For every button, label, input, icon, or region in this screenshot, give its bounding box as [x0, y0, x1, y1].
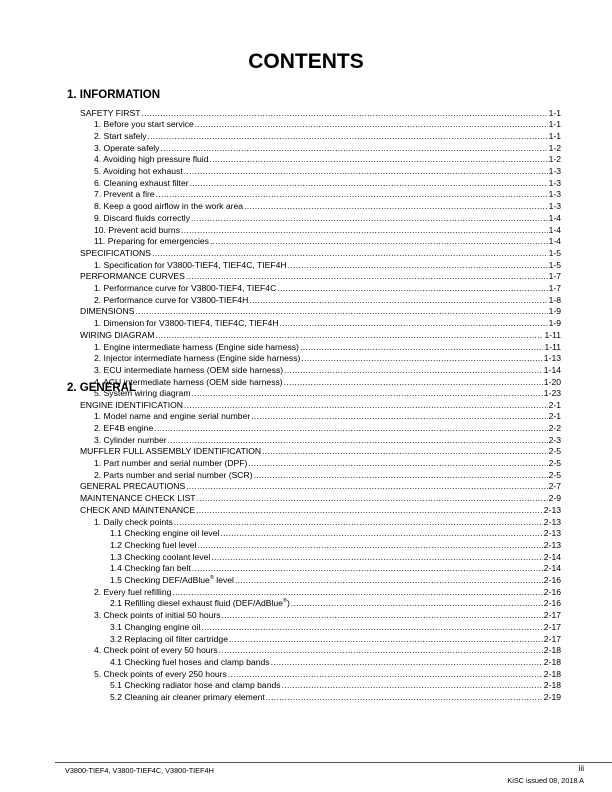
toc-page-number: 2-18: [543, 680, 561, 691]
toc-entry-label: [94, 423, 153, 435]
toc-entry-text: 5. System wiring diagram: [94, 388, 191, 399]
toc-entry-text: 1. Dimension for V3800-TIEF4, TIEF4C, TIEF4H: [94, 318, 279, 329]
toc-entry[interactable]: [80, 481, 561, 493]
footer-divider: [55, 762, 612, 763]
toc-entry[interactable]: [94, 470, 561, 482]
toc-entry-label: [94, 236, 209, 248]
dot-leader: [135, 306, 547, 318]
toc-entry-label: [94, 213, 190, 225]
toc-entry-label: [94, 295, 248, 307]
toc-entry[interactable]: [80, 446, 561, 458]
toc-page-number: 1-7: [548, 271, 561, 282]
toc-entry-label: [94, 225, 180, 237]
toc-entry-label: [94, 517, 173, 529]
toc-entry-label: [94, 645, 218, 657]
toc-entry[interactable]: [94, 365, 561, 377]
toc-page-number: 1-5: [548, 259, 561, 270]
dot-leader: [186, 271, 548, 283]
toc-page-number: 2-1: [548, 399, 561, 410]
toc-entry[interactable]: [94, 260, 561, 272]
toc-page-number: 2-17: [543, 610, 561, 621]
toc-page-number: 2-1: [548, 411, 561, 422]
toc-page-number: 1-2: [548, 142, 561, 153]
toc-entry-text: 7. Prevent a fire: [94, 189, 155, 200]
toc-page-number: 1-3: [548, 177, 561, 188]
toc-entry[interactable]: [94, 423, 561, 435]
toc-entry-text: 1. Engine intermediate harness (Engine side harness): [94, 341, 299, 352]
toc-entry-label: [80, 271, 185, 283]
toc-page-number: 1-1: [548, 119, 561, 130]
toc-entry[interactable]: [94, 225, 561, 237]
toc-entry[interactable]: [110, 575, 561, 587]
toc-entry[interactable]: [94, 154, 561, 166]
dot-leader: [197, 493, 548, 505]
dot-leader: [160, 143, 547, 155]
toc-entry-label: [80, 248, 151, 260]
footer-page-number: iii: [578, 764, 584, 773]
toc-page-number: 2-16: [543, 575, 561, 585]
toc-entry[interactable]: [80, 248, 561, 260]
dot-leader: [210, 236, 548, 248]
dot-leader: [251, 411, 547, 423]
toc-entry[interactable]: [94, 458, 561, 470]
toc-entry-text: DIMENSIONS: [80, 306, 135, 317]
toc-entry-text: WIRING DIAGRAM: [80, 329, 155, 340]
toc-entry-label: [110, 552, 210, 564]
toc-entry[interactable]: [94, 587, 561, 599]
dot-leader: [229, 634, 543, 646]
toc-entry-text: 2.1 Refilling diesel exhaust fluid (DEF/AdBlue: [110, 598, 283, 609]
dot-leader: [184, 166, 548, 178]
toc-entry[interactable]: [94, 143, 561, 155]
toc-entry-text: 3.1 Changing engine oil: [110, 621, 201, 632]
toc-entry-text: 2. Parts number and serial number (SCR): [94, 469, 253, 480]
toc-entry-text: 1. Model name and engine serial number: [94, 411, 251, 422]
dot-leader: [220, 528, 542, 540]
toc-entry-label: [94, 166, 183, 178]
toc-entry-text: 3.2 Replacing oil filter cartridge: [110, 633, 228, 644]
dot-leader: [190, 178, 548, 190]
dot-leader: [156, 189, 548, 201]
toc-page-number: 2-19: [543, 692, 561, 702]
dot-leader: [282, 680, 543, 692]
toc-entry-label: [94, 131, 147, 143]
toc-entry-text: 4. Avoiding high pressure fluid: [94, 154, 209, 165]
toc-entry-text: SAFETY FIRST: [80, 107, 141, 118]
toc-entry-text: 1. Part number and serial number (DPF): [94, 458, 248, 468]
toc-entry-label: [80, 446, 261, 458]
toc-entry-label: [80, 493, 196, 505]
toc-page-number: 1-9: [548, 318, 561, 329]
toc-entry[interactable]: [80, 271, 561, 283]
toc-page-number: 1-5: [548, 247, 561, 258]
toc-entry-text: SPECIFICATIONS: [80, 247, 151, 258]
toc-page-number: 2-18: [543, 645, 561, 656]
toc-entry-text: 3. ECU intermediate harness (OEM side harness): [94, 364, 284, 375]
dot-leader: [291, 598, 543, 610]
toc-entry[interactable]: [80, 505, 561, 517]
dot-leader: [152, 248, 548, 260]
toc-page-number: 1-2: [548, 154, 561, 165]
toc-entry-label: [94, 470, 253, 482]
toc-entry[interactable]: [94, 517, 561, 529]
toc-entry[interactable]: [94, 236, 561, 248]
toc-entry[interactable]: [94, 342, 561, 354]
page-title: CONTENTS: [248, 50, 364, 73]
toc-page-number: 2-5: [548, 458, 561, 468]
dot-leader: [195, 119, 548, 131]
dot-leader: [148, 131, 548, 143]
toc-entry-text: 1.2 Checking fuel level: [110, 539, 197, 550]
toc-page-number: 2-7: [548, 481, 561, 492]
toc-entry-label: [94, 154, 209, 166]
toc-page-number: 1-7: [548, 283, 561, 293]
toc-entry-text: 2. Start safely: [94, 130, 147, 141]
toc-entry[interactable]: [110, 622, 561, 634]
toc-entry[interactable]: [94, 295, 561, 307]
toc-entry-label: [94, 587, 171, 599]
toc-entry-label: [110, 575, 234, 587]
toc-entry[interactable]: [94, 435, 561, 447]
toc-page-number: 1-4: [548, 224, 561, 235]
registered-mark: ®: [282, 598, 287, 605]
dot-leader: [201, 622, 542, 634]
toc-entry-text: 1. Specification for V3800-TIEF4, TIEF4C, TIEF4H: [94, 259, 287, 270]
toc-entry[interactable]: [94, 189, 561, 201]
toc-entry[interactable]: [110, 563, 561, 575]
toc-entry-label: [94, 143, 159, 155]
dot-leader: [228, 669, 543, 681]
toc-entry-text: 1. Performance curve for V3800-TIEF4, TIEF4C: [94, 283, 277, 293]
dot-leader: [196, 505, 543, 517]
toc-page-number: 1-11: [544, 329, 561, 340]
dot-leader: [154, 423, 547, 435]
toc-entry-label: [110, 657, 270, 669]
toc-entry-label: [110, 692, 265, 704]
dot-leader: [284, 365, 543, 377]
footer-models: V3800-TIEF4, V3800-TIEF4C, V3800-TIEF4H: [65, 766, 214, 775]
toc-entry-label: [94, 318, 279, 330]
toc-entry[interactable]: [110, 657, 561, 669]
dot-leader: [266, 692, 543, 704]
toc-entry-text: 1. Daily check points: [94, 516, 173, 527]
dot-leader: [271, 657, 543, 669]
toc-page-number: 2-3: [548, 434, 561, 445]
toc-entry-text: ENGINE IDENTIFICATION: [80, 399, 183, 410]
toc-entry[interactable]: [110, 528, 561, 540]
toc-entry-text: 3. Operate safely: [94, 142, 160, 153]
toc-entry-text: 1. Before you start service: [94, 119, 194, 130]
toc-entry-label: [110, 540, 196, 552]
toc-entry[interactable]: [94, 377, 561, 389]
toc-entry-label: [110, 528, 219, 540]
toc-entry[interactable]: [80, 108, 561, 120]
toc-entry-label: [110, 598, 290, 610]
toc-entry-label: [80, 330, 154, 342]
section-heading: 2. GENERAL: [67, 382, 137, 394]
dot-leader: [244, 201, 548, 213]
dot-leader: [222, 610, 543, 622]
toc-page-number: 2-14: [543, 551, 561, 562]
toc-page-number: 2-13: [543, 539, 561, 550]
toc-page-number: 1-1: [548, 107, 561, 118]
dot-leader: [249, 295, 547, 307]
toc-entry-label: [80, 306, 134, 318]
dot-leader: [277, 283, 547, 295]
toc-entry-text: 6. Cleaning exhaust filter: [94, 177, 189, 188]
toc-entry-text: 11. Preparing for emergencies: [94, 236, 209, 247]
toc-page-number: 1-13: [543, 353, 561, 364]
dot-leader: [174, 517, 543, 529]
toc-entry-label: [94, 189, 155, 201]
toc-page-number: 2-9: [548, 493, 561, 504]
toc-page-number: 1-3: [548, 189, 561, 200]
toc-page-number: 1-9: [548, 306, 561, 317]
dot-leader: [168, 435, 548, 447]
dot-leader: [184, 400, 548, 412]
dot-leader: [191, 213, 548, 225]
toc-entry-text: 5.1 Checking radiator hose and clamp bands: [110, 680, 281, 691]
toc-entry-text: 5. Avoiding hot exhaust: [94, 166, 183, 176]
toc-page-number: 1-3: [548, 166, 561, 176]
toc-entry-label: [94, 201, 243, 213]
toc-entry-text: 3. Check points of initial 50 hours: [94, 610, 221, 621]
toc-entry[interactable]: [94, 166, 561, 178]
toc-page-number: 2-13: [543, 504, 561, 515]
dot-leader: [181, 225, 548, 237]
dot-leader: [197, 540, 542, 552]
toc-entry-text: 8. Keep a good airflow in the work area: [94, 201, 244, 212]
toc-entry-text: 1.3 Checking coolant level: [110, 551, 211, 562]
toc-page-number: 2-17: [543, 633, 561, 644]
toc-entry-label: [110, 634, 228, 646]
toc-entry[interactable]: [110, 552, 561, 564]
toc-entry-label: [94, 669, 227, 681]
toc-entry-text: 4. Check point of every 50 hours: [94, 645, 218, 656]
dot-leader: [191, 388, 542, 400]
toc-entry[interactable]: [110, 540, 561, 552]
dot-leader: [254, 470, 548, 482]
toc-page-number: 2-5: [548, 469, 561, 480]
toc-entry-label: [94, 260, 287, 272]
toc-entry-text: 5. Check points of every 250 hours: [94, 668, 227, 679]
toc-entry[interactable]: [94, 388, 561, 400]
toc-entry-text: 1.1 Checking engine oil level: [110, 528, 220, 539]
toc-entry-text: 4. ACU intermediate harness (OEM side harness): [94, 376, 283, 387]
toc-entry-text: 5.2 Cleaning air cleaner primary element: [110, 692, 265, 702]
toc-entry[interactable]: [110, 634, 561, 646]
toc-page-number: 1-3: [548, 201, 561, 212]
toc-entry-text: CHECK AND MAINTENANCE: [80, 504, 196, 515]
toc-entry[interactable]: [110, 598, 561, 610]
toc-page-number: 1-14: [543, 364, 561, 375]
toc-entry-label: [80, 481, 185, 493]
toc-page-number: 2-18: [543, 656, 561, 667]
dot-leader: [192, 563, 543, 575]
toc-entry-text: 10. Prevent acid burns: [94, 224, 180, 235]
toc-page-number: 2-16: [543, 586, 561, 597]
toc-page-number: 1-4: [548, 212, 561, 223]
toc-page-number: 1-8: [548, 294, 561, 305]
dot-leader: [284, 377, 543, 389]
dot-leader: [288, 260, 548, 272]
toc-entry-text: MAINTENANCE CHECK LIST: [80, 493, 196, 504]
toc-entry[interactable]: [80, 400, 561, 412]
dot-leader: [301, 353, 542, 365]
dot-leader: [280, 318, 548, 330]
dot-leader: [155, 330, 543, 342]
toc-page-number: 2-2: [548, 422, 561, 433]
toc-entry[interactable]: [94, 178, 561, 190]
toc-entry[interactable]: [94, 645, 561, 657]
toc-entry-text-suffix: level: [213, 575, 234, 585]
toc-entry-text: 1.4 Checking fan belt: [110, 563, 191, 574]
toc-entry[interactable]: [94, 131, 561, 143]
toc-entry-text: 2. Performance curve for V3800-TIEF4H: [94, 294, 249, 305]
toc-page-number: 1-4: [548, 236, 561, 247]
toc-page-number: 2-16: [543, 598, 561, 609]
toc-entry[interactable]: [80, 330, 561, 342]
toc-entry-text: 1.5 Checking DEF/AdBlue: [110, 575, 210, 585]
dot-leader: [211, 552, 542, 564]
toc-entry[interactable]: [94, 119, 561, 131]
toc-entry-label: [94, 119, 194, 131]
toc-page-number: 1-23: [543, 388, 561, 399]
dot-leader: [300, 342, 544, 354]
toc-entry-label: [80, 108, 140, 120]
toc-entry[interactable]: [80, 306, 561, 318]
toc-page-number: 1-11: [544, 341, 561, 352]
toc-entry-label: [110, 680, 281, 692]
toc-entry-text: 9. Discard fluids correctly: [94, 212, 190, 223]
toc-entry-label: [80, 400, 183, 412]
toc-entry-text: MUFFLER FULL ASSEMBLY IDENTIFICATION: [80, 446, 262, 457]
toc-entry-label: [80, 505, 195, 517]
toc-entry-label: [110, 563, 191, 575]
toc-page-number: 2-14: [543, 563, 561, 574]
toc-entry-label: [94, 178, 189, 190]
toc-page-number: 2-17: [543, 621, 561, 632]
toc-page-number: 2-5: [548, 446, 561, 457]
toc-entry[interactable]: [94, 669, 561, 681]
section-heading: 1. INFORMATION: [67, 89, 161, 101]
dot-leader: [141, 108, 547, 120]
dot-leader: [235, 575, 543, 587]
toc-entry-label: [94, 353, 300, 365]
toc-entry[interactable]: [94, 353, 561, 365]
dot-leader: [210, 154, 548, 166]
toc-page-number: 2-18: [543, 668, 561, 679]
toc-entry[interactable]: [80, 493, 561, 505]
toc-page-number: 2-13: [543, 528, 561, 539]
toc-entry-label: [110, 622, 200, 634]
toc-entry[interactable]: [94, 213, 561, 225]
toc-entry-text: 3. Cylinder number: [94, 434, 167, 445]
footer-issue: KiSC issued 08, 2018 A: [507, 776, 584, 785]
toc-entry[interactable]: [94, 411, 561, 423]
toc-entry[interactable]: [94, 201, 561, 213]
toc-entry-label: [94, 610, 221, 622]
toc-entry-label: [94, 411, 250, 423]
toc-entry[interactable]: [94, 610, 561, 622]
toc-entry-text: PERFORMANCE CURVES: [80, 271, 185, 282]
toc-entry-text: 2. Injector intermediate harness (Engine side harness): [94, 353, 301, 364]
dot-leader: [262, 446, 547, 458]
toc-entry[interactable]: [94, 283, 561, 295]
dot-leader: [219, 645, 543, 657]
toc-entry-text: GENERAL PRECAUTIONS: [80, 481, 186, 492]
toc-page-number: 1-20: [543, 376, 561, 387]
toc-entry-label: [94, 283, 276, 295]
toc-entry[interactable]: [110, 692, 561, 704]
toc-page-number: 1-1: [548, 130, 561, 141]
toc-entry-label: [94, 458, 247, 470]
registered-mark: ®: [209, 575, 214, 581]
toc-entry-text-suffix: ): [286, 598, 290, 609]
toc-entry-label: [94, 365, 283, 377]
toc-entry-label: [94, 342, 299, 354]
dot-leader: [248, 458, 547, 470]
toc-entry[interactable]: [110, 680, 561, 692]
toc-page-number: 2-13: [543, 516, 561, 527]
toc-entry-text: 4.1 Checking fuel hoses and clamp bands: [110, 656, 270, 667]
toc-entry-label: [94, 435, 167, 447]
toc-entry-text: 2. EF4B engine: [94, 422, 154, 433]
toc-entry-text: 2. Every fuel refilling: [94, 586, 172, 597]
toc-entry[interactable]: [94, 318, 561, 330]
dot-leader: [186, 481, 547, 493]
dot-leader: [172, 587, 542, 599]
